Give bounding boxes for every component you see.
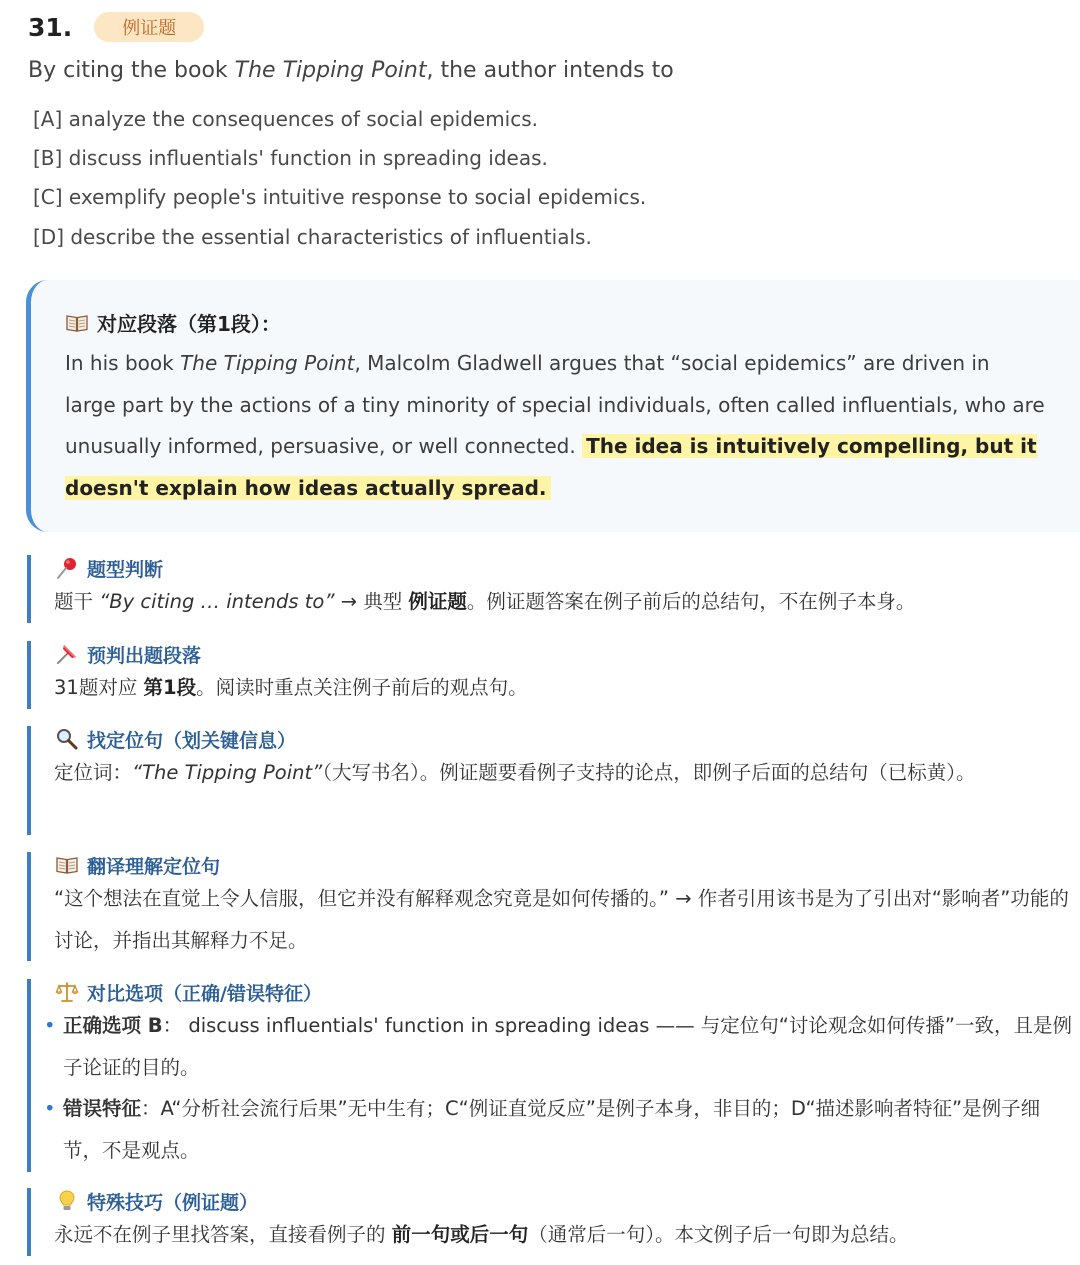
magnifier-icon (55, 727, 79, 751)
section-type-judgment (27, 555, 1080, 623)
passage-card (26, 280, 1080, 532)
round-pushpin-icon (55, 556, 79, 580)
section-heading (55, 726, 296, 752)
section-heading (55, 979, 322, 1005)
section-heading (55, 852, 220, 878)
correct-option-item (63, 1005, 1079, 1088)
question-stem (28, 58, 674, 83)
stem-text-post: , the author intends to (426, 58, 674, 83)
body-text: （通常后一句）。本文例子后一句即为总结。 (528, 1223, 909, 1246)
section-predict-paragraph (27, 641, 1080, 709)
bullet-dot: • (44, 1097, 56, 1120)
section-locate-sentence (27, 726, 1080, 835)
section-title: 特殊技巧（例证题） (87, 1191, 259, 1214)
open-book-icon (55, 853, 79, 877)
section-title: 题型判断 (87, 558, 164, 581)
passage-heading (65, 308, 281, 337)
section-body (54, 1214, 1078, 1256)
key-term: 第1段 (143, 676, 197, 699)
wrong-features-label: 错误特征 (63, 1097, 142, 1120)
section-body (54, 667, 1078, 709)
body-text: → 典型 (334, 590, 409, 613)
section-title: 找定位句（划关键信息） (87, 729, 297, 752)
option-d: [D] describe the essential characteristics of influentials. (33, 225, 592, 249)
body-text: 题干 (54, 590, 100, 613)
section-translation (27, 852, 1080, 961)
stem-book-title: The Tipping Point (234, 58, 427, 83)
key-term: 前一句或后一句 (391, 1223, 529, 1246)
section-heading (55, 1188, 258, 1214)
body-text: 定位词： (54, 761, 133, 784)
light-bulb-icon (55, 1189, 79, 1213)
section-body (54, 752, 1078, 794)
correct-option-text: ： discuss influentials' function in spreading ideas —— 与定位句“讨论观念如何传播”一致，且是例子论证的目的。 (63, 1014, 1072, 1079)
section-heading (55, 555, 163, 581)
stem-quote: “By citing … intends to” (99, 590, 335, 613)
question-type-badge: 例证题 (94, 12, 204, 42)
balance-scale-icon (55, 980, 79, 1004)
passage-title: 对应段落（第1段）： (97, 312, 281, 336)
locator-keyword: “The Tipping Point” (132, 761, 323, 784)
question-header (28, 10, 204, 44)
body-text: 。阅读时重点关注例子前后的观点句。 (196, 676, 528, 699)
option-b: [B] discuss influentials' function in spreading ideas. (33, 146, 548, 170)
open-book-icon (65, 311, 89, 335)
question-number: 31. (28, 12, 73, 42)
section-body: “这个想法在直觉上令人信服，但它并没有解释观念究竟是如何传播的。” → 作者引用该书是为了引出对“影响者”功能的讨论，并指出其解释力不足。 (54, 887, 1069, 952)
wrong-features-text: ：A“分析社会流行后果”无中生有；C“例证直觉反应”是例子本身，非目的；D“描述影响者特征”是例子细节，不是观点。 (63, 1097, 1041, 1162)
passage-text-mid: , Malcolm Gladwell argues that “social epidemics” are driven in large part by the actions of a tiny minority of special individuals, often called influentials, who are unusually informed, persuasive, or well connected. (65, 351, 1045, 458)
section-title: 对比选项（正确/错误特征） (87, 982, 322, 1005)
section-body (54, 581, 1078, 623)
key-term: 例证题 (408, 590, 467, 613)
body-text: 。例证题答案在例子前后的总结句，不在例子本身。 (466, 590, 916, 613)
highlighted-sentence: The idea is intuitively compelling, but it doesn't explain how ideas actually spread. (65, 434, 1037, 500)
body-text: 31题对应 (54, 676, 144, 699)
passage-text-pre: In his book (65, 351, 181, 375)
option-a: [A] analyze the consequences of social epidemics. (33, 107, 539, 131)
body-text: （大写书名）。例证题要看例子支持的论点，即例子后面的总结句（已标黄）。 (322, 761, 976, 784)
section-compare-options (27, 979, 1080, 1172)
option-c: [C] exemplify people's intuitive response to social epidemics. (33, 185, 647, 209)
bullet-dot: • (44, 1014, 56, 1037)
body-text: 永远不在例子里找答案，直接看例子的 (54, 1223, 392, 1246)
section-heading (55, 641, 201, 667)
stem-text-pre: By citing the book (28, 58, 235, 83)
correct-option-label: 正确选项 B (63, 1014, 163, 1037)
passage-book-title: The Tipping Point (180, 351, 355, 375)
passage-text (65, 343, 1045, 509)
section-special-tip (27, 1188, 1080, 1256)
section-title: 预判出题段落 (87, 644, 202, 667)
pushpin-icon (55, 642, 79, 666)
wrong-features-item (63, 1088, 1079, 1171)
section-title: 翻译理解定位句 (87, 855, 221, 878)
